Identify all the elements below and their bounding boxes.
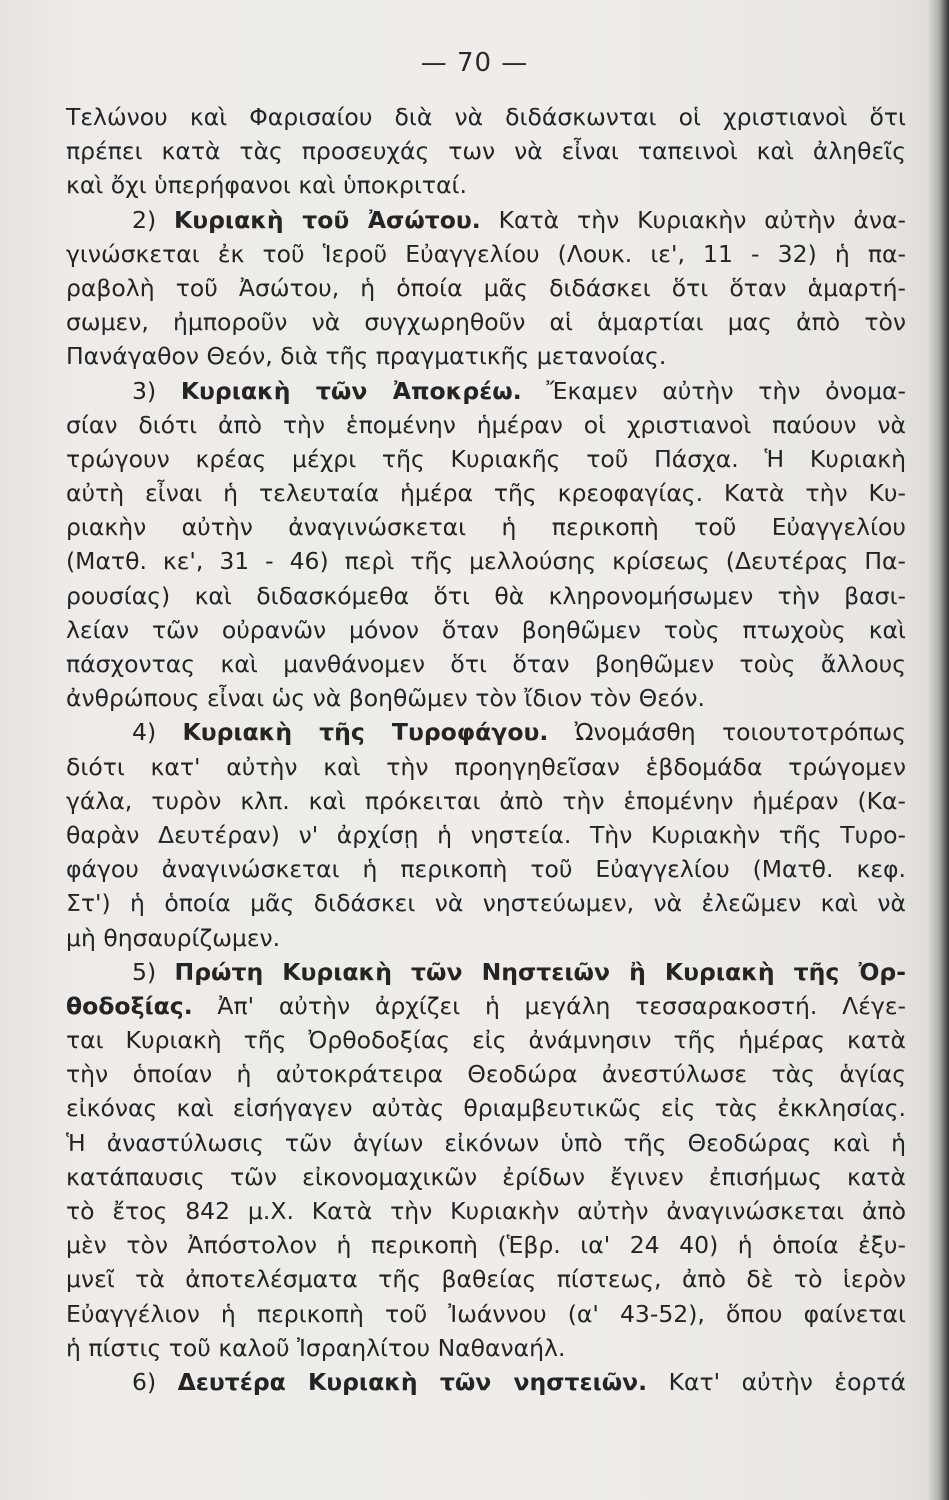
- line-text: σίαν διότι ἀπὸ τὴν ἑπομένην ἡμέραν οἱ χριστιανοὶ παύουν νὰ: [66, 410, 906, 439]
- text-line: [66, 1126, 906, 1160]
- line-text: (Ματθ. κε', 31 - 46) περὶ τῆς μελλούσης κρίσεως (Δευτέρας Πα-: [66, 547, 906, 576]
- text-line: [66, 408, 906, 442]
- text-line: [66, 510, 906, 544]
- text-line: [66, 237, 906, 271]
- line-text: 3): [132, 376, 181, 405]
- line-text: 6): [132, 1367, 178, 1396]
- line-text: διότι κατ' αὐτὴν καὶ τὴν προηγηθεῖσαν ἑβδομάδα τρώγομεν: [66, 752, 906, 781]
- line-text: ραβολὴ τοῦ Ἀσώτου, ἡ ὁποία μᾶς διδάσκει ὅτι ὅταν ἁμαρτή-: [66, 273, 906, 302]
- text-line: [66, 1365, 906, 1399]
- bold-heading-text: Κυριακὴ τῆς Τυροφάγου.: [182, 718, 549, 747]
- text-line: [66, 989, 906, 1023]
- line-text: τὴν ὁποίαν ἡ αὐτοκράτειρα Θεοδώρα ἀνεστύλωσε τὰς ἁγίας: [66, 1060, 906, 1089]
- line-text: μνεῖ τὰ ἀποτελέσματα τῆς βαθείας πίστεως, ἀπὸ δὲ τὸ ἱερὸν: [66, 1265, 906, 1294]
- text-line: [66, 100, 906, 134]
- text-line: [66, 1194, 906, 1228]
- line-text: Ἔκαμεν αὐτὴν τὴν ὀνομα-: [521, 376, 906, 405]
- text-line: [66, 1331, 906, 1365]
- line-text: Τελώνου καὶ Φαρισαίου διὰ νὰ διδάσκωνται οἱ χριστιανοὶ ὅτι: [66, 103, 906, 131]
- text-line: [66, 134, 906, 168]
- bold-heading-text: Δευτέρα Κυριακὴ τῶν νηστειῶν.: [177, 1367, 648, 1396]
- text-line: [66, 647, 906, 681]
- text-line: [66, 784, 906, 818]
- bold-heading-text: Κυριακὴ τοῦ Ἀσώτου.: [174, 205, 481, 234]
- line-text: Πανάγαθον Θεόν, διὰ τῆς πραγματικῆς μετανοίας.: [66, 342, 667, 371]
- text-line: [66, 1023, 906, 1057]
- text-line: [66, 374, 906, 408]
- line-text: 2): [132, 205, 175, 234]
- line-text: αὐτὴ εἶναι ἡ τελευταία ἡμέρα τῆς κρεοφαγίας. Κατὰ τὴν Κυ-: [66, 479, 906, 508]
- text-line: [66, 1091, 906, 1125]
- line-text: μὴ θησαυρίζωμεν.: [66, 923, 281, 952]
- line-text: πάσχοντας καὶ μανθάνομεν ὅτι ὅταν βοηθῶμεν τοὺς ἄλλους: [66, 650, 906, 678]
- text-line: [66, 1160, 906, 1194]
- line-text: σωμεν, ἠμποροῦν νὰ συγχωρηθοῦν αἱ ἁμαρτίαι μας ἀπὸ τὸν: [66, 308, 906, 337]
- line-text: ρουσίας) καὶ διδασκόμεθα ὅτι θὰ κληρονομήσωμεν τὴν βασι-: [66, 581, 906, 610]
- text-line: [66, 715, 906, 749]
- line-text: λείαν τῶν οὐρανῶν μόνον ὅταν βοηθῶμεν τοὺς πτωχοὺς καὶ: [66, 615, 906, 644]
- page-number: — 70 —: [420, 48, 529, 78]
- bold-heading-text: Κυριακὴ τῶν Ἀποκρέω.: [180, 376, 522, 405]
- line-text: ριακὴν αὐτὴν ἀναγινώσκεται ἡ περικοπὴ τοῦ Εὐαγγελίου: [66, 513, 906, 542]
- line-text: πρέπει κατὰ τὰς προσευχάς των νὰ εἶναι ταπεινοὶ καὶ ἀληθεῖς: [66, 137, 906, 166]
- line-text: μὲν τὸν Ἀπόστολον ἡ περικοπὴ (Ἑβρ. ια' 24 40) ἡ ὁποία ἐξυ-: [66, 1231, 906, 1260]
- line-text: Στ') ἡ ὁποία μᾶς διδάσκει νὰ νηστεύωμεν, νὰ ἐλεῶμεν καὶ νὰ: [66, 889, 906, 918]
- line-text: Ὠνομάσθη τοιουτοτρόπως: [548, 718, 906, 747]
- text-line: [66, 955, 906, 989]
- line-text: Εὐαγγέλιον ἡ περικοπὴ τοῦ Ἰωάννου (α' 43-52), ὅπου φαίνεται: [66, 1299, 906, 1328]
- line-text: γινώσκεται ἐκ τοῦ Ἱεροῦ Εὐαγγελίου (Λουκ. ιε', 11 - 32) ἡ πα-: [66, 239, 906, 268]
- line-text: εἰκόνας καὶ εἰσήγαγεν αὐτὰς θριαμβευτικῶς εἰς τὰς ἐκκλησίας.: [66, 1094, 906, 1123]
- line-text: Ἀπ' αὐτὴν ἀρχίζει ἡ μεγάλη τεσσαρακοστή. Λέγε-: [192, 991, 906, 1020]
- line-text: θαρὰν Δευτέραν) ν' ἀρχίσῃ ἡ νηστεία. Τὴν Κυριακὴν τῆς Τυρο-: [66, 820, 906, 849]
- line-text: φάγου ἀναγινώσκεται ἡ περικοπὴ τοῦ Εὐαγγελίου (Ματθ. κεφ.: [66, 855, 906, 884]
- text-line: [66, 818, 906, 852]
- text-line: [66, 339, 906, 373]
- line-text: ται Κυριακὴ τῆς Ὀρθοδοξίας εἰς ἀνάμνησιν τῆς ἡμέρας κατὰ: [66, 1026, 906, 1055]
- text-line: [66, 921, 906, 955]
- text-line: [66, 613, 906, 647]
- text-line: [66, 1297, 906, 1331]
- line-text: Κατὰ τὴν Κυριακὴν αὐτὴν ἀνα-: [480, 205, 906, 234]
- page-edge-shadow: [927, 0, 949, 1500]
- text-line: [66, 852, 906, 886]
- text-line: [66, 886, 906, 920]
- bold-heading-text: Πρώτη Κυριακὴ τῶν Νηστειῶν ἢ Κυριακὴ τῆς Ὀρ-: [174, 957, 906, 986]
- line-text: τὸ ἔτος 842 μ.Χ. Κατὰ τὴν Κυριακὴν αὐτὴν ἀναγινώσκεται ἀπὸ: [66, 1197, 906, 1225]
- text-line: [66, 305, 906, 339]
- line-text: γάλα, τυρὸν κλπ. καὶ πρόκειται ἀπὸ τὴν ἑπομένην ἡμέραν (Κα-: [66, 786, 906, 815]
- text-line: [66, 1057, 906, 1091]
- bold-heading-text: θοδοξίας.: [66, 991, 193, 1020]
- line-text: 5): [132, 957, 175, 986]
- line-text: Ἡ ἀναστύλωσις τῶν ἁγίων εἰκόνων ὑπὸ τῆς Θεοδώρας καὶ ἡ: [66, 1128, 906, 1157]
- line-text: Κατ' αὐτὴν ἑορτά: [647, 1367, 907, 1396]
- text-line: [66, 1262, 906, 1296]
- text-line: [66, 203, 906, 237]
- line-text: τρώγουν κρέας μέχρι τῆς Κυριακῆς τοῦ Πάσχα. Ἡ Κυριακὴ: [66, 444, 906, 473]
- text-line: [66, 271, 906, 305]
- line-text: κατάπαυσις τῶν εἰκονομαχικῶν ἐρίδων ἔγινεν ἐπισήμως κατὰ: [66, 1162, 906, 1191]
- line-text: ἀνθρώπους εἶναι ὡς νὰ βοηθῶμεν τὸν ἴδιον τὸν Θεόν.: [66, 684, 705, 713]
- line-text: καὶ ὄχι ὑπερήφανοι καὶ ὑποκριταί.: [66, 171, 467, 200]
- body-text: [66, 100, 906, 1399]
- line-text: 4): [132, 718, 183, 747]
- text-line: [66, 579, 906, 613]
- text-line: [66, 1228, 906, 1262]
- text-line: [66, 168, 906, 202]
- line-text: ἡ πίστις τοῦ καλοῦ Ἰσραηλίτου Ναθαναήλ.: [66, 1333, 566, 1362]
- text-line: [66, 750, 906, 784]
- text-line: [66, 476, 906, 510]
- text-line: [66, 681, 906, 715]
- text-line: [66, 442, 906, 476]
- text-line: [66, 544, 906, 578]
